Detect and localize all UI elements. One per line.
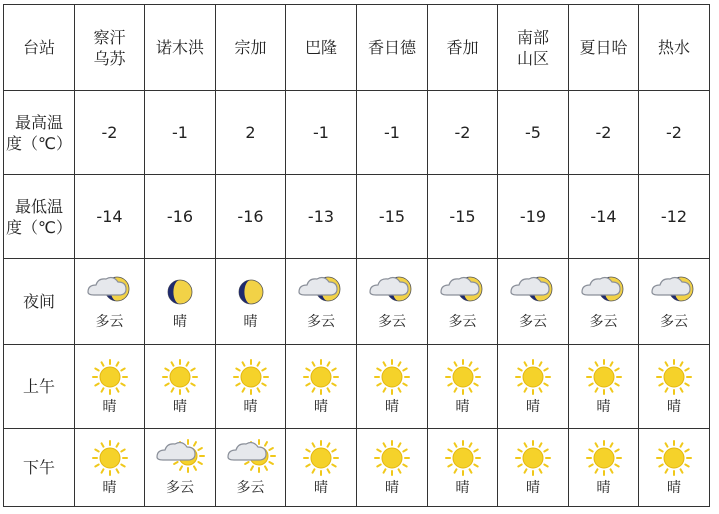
- weather-content: [498, 272, 568, 331]
- weather-content: [75, 357, 144, 416]
- max-temp-cell: -2: [569, 91, 639, 175]
- sunny-icon: [231, 357, 271, 397]
- max-temp-cell: -5: [498, 91, 569, 175]
- sunny-icon: [372, 438, 412, 478]
- weather-label: 多云: [95, 314, 124, 330]
- station-header: [428, 5, 498, 91]
- sunny-icon: [443, 438, 483, 478]
- weather-content: [639, 357, 709, 416]
- station-header: [498, 5, 569, 91]
- weather-label: 晴: [173, 314, 187, 330]
- weather-label: 多云: [236, 480, 265, 496]
- weather-cell: [428, 345, 498, 429]
- min-temp-cell: -16: [216, 175, 286, 259]
- afternoon-row: [4, 429, 710, 507]
- station-name: 香加: [446, 38, 479, 57]
- min-temp-row: [4, 175, 710, 259]
- weather-cell: [145, 259, 216, 345]
- weather-cell: [357, 259, 428, 345]
- weather-label: 晴: [314, 480, 328, 496]
- sunny-icon: [513, 357, 553, 397]
- station-header: [75, 5, 145, 91]
- weather-label: 晴: [243, 314, 258, 330]
- weather-content: [639, 272, 709, 331]
- weather-content: [286, 438, 356, 497]
- min-temp-cell: -16: [145, 175, 216, 259]
- weather-label: 多云: [378, 314, 406, 330]
- max-temp-cell: 2: [216, 91, 286, 175]
- max-temp-cell: -1: [357, 91, 428, 175]
- weather-label: 晴: [596, 399, 611, 415]
- max-temp-cell: -2: [75, 91, 145, 175]
- weather-cell: [75, 259, 145, 345]
- weather-content: [569, 438, 638, 497]
- cloudy-night-icon: [579, 272, 629, 312]
- station-header: [639, 5, 710, 91]
- weather-content: [428, 272, 497, 331]
- weather-content: [216, 272, 285, 331]
- clear-night-icon: [231, 272, 271, 312]
- min-temp-cell: -14: [75, 175, 145, 259]
- station-name: 巴隆: [304, 38, 337, 57]
- clear-night-icon: [160, 272, 200, 312]
- partly-cloudy-icon: [225, 438, 277, 478]
- cloudy-night-icon: [296, 272, 346, 312]
- weather-cell: [216, 259, 286, 345]
- weather-label: 多云: [660, 314, 688, 330]
- weather-cell: [357, 345, 428, 429]
- weather-label: 多云: [307, 314, 335, 330]
- row-label: 下午: [4, 429, 75, 507]
- weather-label: 晴: [314, 399, 328, 415]
- weather-cell: [498, 429, 569, 507]
- weather-label: 晴: [385, 480, 399, 496]
- weather-content: [498, 357, 568, 416]
- sunny-icon: [513, 438, 553, 478]
- station-header: [286, 5, 357, 91]
- weather-cell: [498, 259, 569, 345]
- weather-cell: [286, 429, 357, 507]
- station-name: 诺木洪: [155, 38, 204, 57]
- weather-cell: [569, 429, 639, 507]
- row-label: 上午: [4, 345, 75, 429]
- weather-content: [639, 438, 709, 497]
- max-temp-cell: -2: [639, 91, 710, 175]
- min-temp-cell: -15: [357, 175, 428, 259]
- weather-content: [286, 272, 356, 331]
- sunny-icon: [372, 357, 412, 397]
- weather-content: [357, 272, 427, 331]
- weather-cell: [216, 345, 286, 429]
- weather-content: [145, 357, 215, 416]
- weather-label: 多云: [519, 314, 547, 330]
- weather-label: 晴: [102, 480, 117, 496]
- weather-cell: [498, 345, 569, 429]
- weather-cell: [286, 259, 357, 345]
- sunny-icon: [90, 438, 130, 478]
- weather-cell: [75, 429, 145, 507]
- forecast-table: [3, 4, 710, 507]
- weather-label: 晴: [526, 480, 540, 496]
- weather-label: 晴: [385, 399, 399, 415]
- station-name: 香日德: [367, 38, 416, 57]
- cloudy-night-icon: [367, 272, 417, 312]
- weather-cell: [639, 429, 710, 507]
- station-header: [569, 5, 639, 91]
- max-temp-row: [4, 91, 710, 175]
- cloudy-night-icon: [508, 272, 558, 312]
- weather-label: 多云: [448, 314, 477, 330]
- station-name: 夏日哈: [579, 38, 628, 57]
- sunny-icon: [301, 357, 341, 397]
- weather-content: [75, 438, 144, 497]
- row-label: 夜间: [4, 259, 75, 345]
- station-name: 热水: [657, 38, 690, 57]
- cloudy-night-icon: [438, 272, 488, 312]
- min-temp-cell: -14: [569, 175, 639, 259]
- weather-content: [145, 438, 215, 497]
- weather-cell: [569, 259, 639, 345]
- weather-label: 晴: [667, 399, 681, 415]
- max-temp-cell: -1: [145, 91, 216, 175]
- weather-label: 晴: [173, 399, 187, 415]
- header-label: 台站: [4, 5, 75, 91]
- weather-content: [286, 357, 356, 416]
- min-temp-cell: -12: [639, 175, 710, 259]
- station-header-row: [4, 5, 710, 91]
- weather-content: [216, 438, 285, 497]
- morning-row: [4, 345, 710, 429]
- weather-content: [75, 272, 144, 331]
- weather-cell: [357, 429, 428, 507]
- weather-content: [216, 357, 285, 416]
- sunny-icon: [654, 357, 694, 397]
- weather-content: [569, 272, 638, 331]
- cropped-caption-strip: [0, 506, 719, 514]
- weather-label: 晴: [243, 399, 258, 415]
- weather-cell: [639, 259, 710, 345]
- weather-content: [357, 438, 427, 497]
- weather-content: [498, 438, 568, 497]
- weather-cell: [75, 345, 145, 429]
- weather-content: [357, 357, 427, 416]
- max-temp-cell: -1: [286, 91, 357, 175]
- weather-label: 晴: [526, 399, 540, 415]
- weather-label: 多云: [589, 314, 618, 330]
- weather-cell: [286, 345, 357, 429]
- sunny-icon: [443, 357, 483, 397]
- weather-label: 晴: [596, 480, 611, 496]
- weather-cell: [145, 429, 216, 507]
- cloudy-night-icon: [649, 272, 699, 312]
- station-header: [145, 5, 216, 91]
- weather-cell: [428, 259, 498, 345]
- min-temp-cell: -15: [428, 175, 498, 259]
- station-header: [357, 5, 428, 91]
- cloudy-night-icon: [85, 272, 135, 312]
- sunny-icon: [301, 438, 341, 478]
- row-label: 最低温 度（℃）: [4, 175, 75, 259]
- sunny-icon: [90, 357, 130, 397]
- weather-content: [428, 357, 497, 416]
- weather-content: [145, 272, 215, 331]
- weather-label: 多云: [166, 480, 194, 496]
- weather-cell: [216, 429, 286, 507]
- weather-cell: [145, 345, 216, 429]
- row-label: 最高温 度（℃）: [4, 91, 75, 175]
- station-header: [216, 5, 286, 91]
- weather-content: [569, 357, 638, 416]
- weather-label: 晴: [455, 399, 470, 415]
- sunny-icon: [584, 438, 624, 478]
- station-name: 宗加: [234, 38, 267, 57]
- station-name: 察汗 乌苏: [93, 27, 126, 68]
- weather-content: [428, 438, 497, 497]
- max-temp-cell: -2: [428, 91, 498, 175]
- sunny-icon: [584, 357, 624, 397]
- min-temp-cell: -13: [286, 175, 357, 259]
- weather-label: 晴: [455, 480, 470, 496]
- station-name: 南部 山区: [516, 27, 549, 68]
- weather-cell: [428, 429, 498, 507]
- sunny-icon: [160, 357, 200, 397]
- weather-label: 晴: [667, 480, 681, 496]
- weather-cell: [569, 345, 639, 429]
- partly-cloudy-icon: [154, 438, 206, 478]
- night-row: [4, 259, 710, 345]
- sunny-icon: [654, 438, 694, 478]
- min-temp-cell: -19: [498, 175, 569, 259]
- weather-label: 晴: [102, 399, 117, 415]
- weather-cell: [639, 345, 710, 429]
